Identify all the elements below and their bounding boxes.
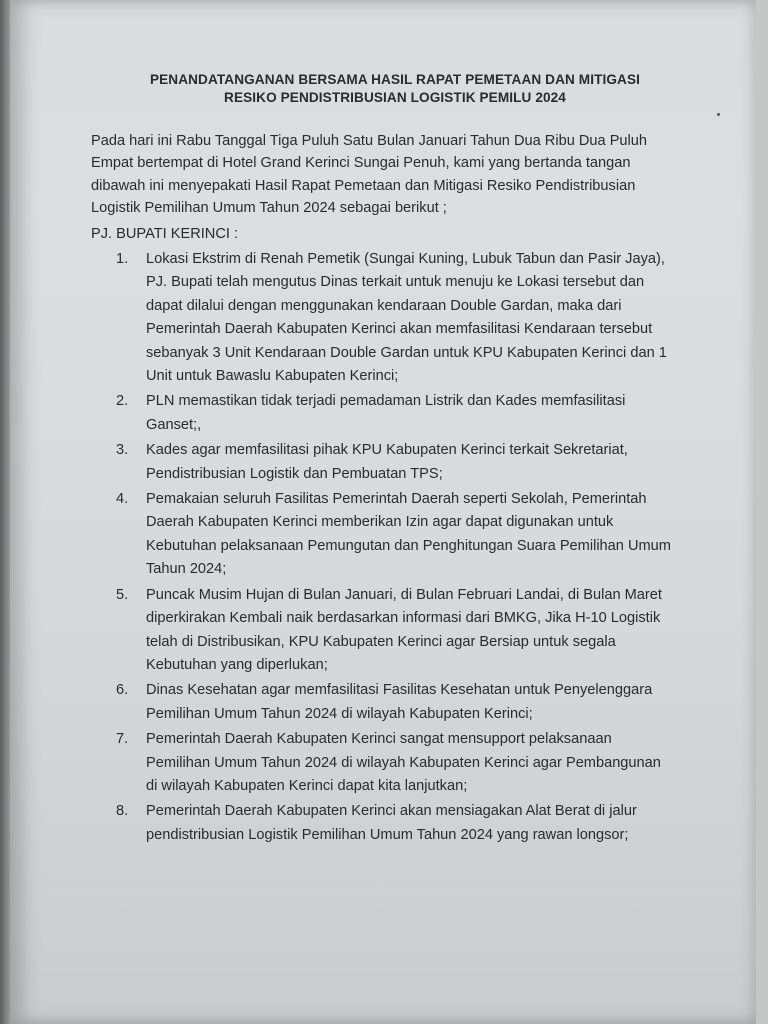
list-item bbox=[108, 248, 698, 388]
list-item-number: 7. bbox=[116, 731, 129, 748]
list-item-number: 5. bbox=[116, 586, 129, 603]
list-item-number: 4. bbox=[116, 491, 129, 508]
list-item-line: PLN memastikan tidak terjadi pemadaman Listrik dan Kades memfasilitasi bbox=[146, 393, 626, 410]
list-item-number: 3. bbox=[116, 442, 129, 459]
list-item-number: 1. bbox=[116, 251, 129, 267]
list-item bbox=[108, 679, 698, 726]
list-item-number: 2. bbox=[116, 393, 129, 410]
list-item bbox=[108, 800, 698, 847]
list-item-line: Unit untuk Bawaslu Kabupaten Kerinci; bbox=[146, 368, 399, 385]
agreement-list bbox=[108, 248, 698, 849]
list-item-number: 8. bbox=[116, 803, 129, 820]
intro-line: Logistik Pemilihan Umum Tahun 2024 sebagai berikut ; bbox=[91, 200, 447, 217]
list-item-line: Pemilihan Umum Tahun 2024 di wilayah Kabupaten Kerinci agar Pembangunan bbox=[146, 754, 661, 771]
list-item-line: di wilayah Kabupaten Kerinci dapat kita lanjutkan; bbox=[146, 777, 468, 794]
list-item-line: pendistribusian Logistik Pemilihan Umum Tahun 2024 yang rawan longsor; bbox=[146, 826, 629, 843]
intro-paragraph bbox=[91, 130, 683, 220]
list-item-line: Tahun 2024; bbox=[146, 561, 227, 578]
list-item-line: Kebutuhan yang diperlukan; bbox=[146, 656, 328, 673]
list-item-line: Pemakaian seluruh Fasilitas Pemerintah Daerah seperti Sekolah, Pemerintah bbox=[146, 491, 647, 508]
list-item bbox=[108, 390, 698, 437]
list-item-line: Dinas Kesehatan agar memfasilitasi Fasilitas Kesehatan untuk Penyelenggara bbox=[146, 682, 653, 699]
list-item-line: Daerah Kabupaten Kerinci memberikan Izin agar dapat digunakan untuk bbox=[146, 514, 614, 531]
list-item-line: diperkirakan Kembali naik berdasarkan informasi dari BMKG, Jika H-10 Logistik bbox=[146, 610, 661, 627]
list-item-line: Pemerintah Daerah Kabupaten Kerinci akan memfasilitasi Kendaraan tersebut bbox=[146, 321, 653, 338]
list-item bbox=[108, 584, 698, 678]
section-label: PJ. BUPATI KERINCI : bbox=[91, 226, 239, 242]
list-item-line: telah di Distribusikan, KPU Kabupaten Kerinci agar Bersiap untuk segala bbox=[146, 633, 616, 650]
list-item bbox=[108, 439, 698, 486]
list-item-line: Pendistribusian Logistik dan Pembuatan TPS; bbox=[146, 465, 443, 482]
document-title-line-1: PENANDATANGANAN BERSAMA HASIL RAPAT PEMETAAN DAN MITIGASI bbox=[149, 72, 641, 87]
list-item-line: Kades agar memfasilitasi pihak KPU Kabupaten Kerinci terkait Sekretariat, bbox=[146, 442, 628, 459]
list-item-line: Lokasi Ekstrim di Renah Pemetik (Sungai Kuning, Lubuk Tabun dan Pasir Jaya), bbox=[146, 251, 665, 267]
list-item-line: PJ. Bupati telah mengutus Dinas terkait untuk menuju ke Lokasi tersebut dan bbox=[146, 274, 645, 291]
ink-speck bbox=[717, 113, 720, 116]
intro-line: dibawah ini menyepakati Hasil Rapat Pemetaan dan Mitigasi Resiko Pendistribusian bbox=[91, 177, 636, 194]
list-item bbox=[108, 728, 698, 798]
document-page bbox=[10, 0, 756, 1024]
list-item-line: Pemilihan Umum Tahun 2024 di wilayah Kabupaten Kerinci; bbox=[146, 705, 533, 722]
document-title-line-2: RESIKO PENDISTRIBUSIAN LOGISTIK PEMILU 2024 bbox=[224, 90, 566, 105]
list-item-number: 6. bbox=[116, 682, 129, 699]
list-item-line: Puncak Musim Hujan di Bulan Januari, di Bulan Februari Landai, di Bulan Maret bbox=[146, 586, 662, 603]
list-item-line: dapat dilalui dengan menggunakan kendaraan Double Gardan, maka dari bbox=[146, 297, 622, 314]
intro-line: Pada hari ini Rabu Tanggal Tiga Puluh Satu Bulan Januari Tahun Dua Ribu Dua Puluh bbox=[91, 133, 648, 149]
list-item-line: sebanyak 3 Unit Kendaraan Double Gardan untuk KPU Kabupaten Kerinci dan 1 bbox=[146, 344, 667, 361]
list-item-line: Pemerintah Daerah Kabupaten Kerinci akan mensiagakan Alat Berat di jalur bbox=[146, 803, 637, 820]
list-item-line: Kebutuhan pelaksanaan Pemungutan dan Penghitungan Suara Pemilihan Umum bbox=[146, 537, 671, 554]
list-item-line: Pemerintah Daerah Kabupaten Kerinci sangat mensupport pelaksanaan bbox=[146, 731, 612, 748]
list-item-line: Ganset;, bbox=[146, 416, 202, 433]
list-item bbox=[108, 488, 698, 582]
intro-line: Empat bertempat di Hotel Grand Kerinci Sungai Penuh, kami yang bertanda tangan bbox=[91, 155, 631, 172]
